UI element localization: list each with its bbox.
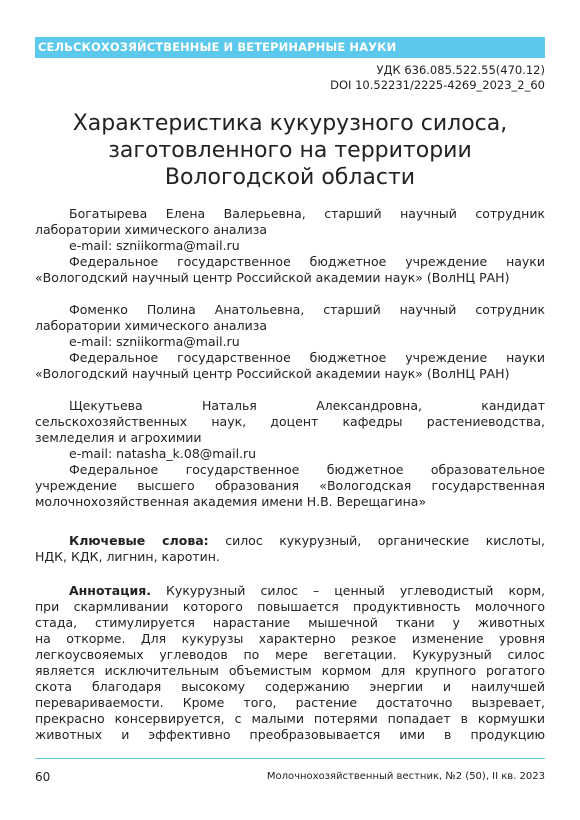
page-number: 60 [35, 770, 51, 784]
abstract-line: скота благодаря высокому содержанию энергии и наилучшей [35, 679, 545, 694]
abstract-text: Кукурузный силос – ценный углеводистый корм, [151, 583, 545, 598]
abstract-line: прекрасно консервируется, с малыми потерями попадает в кормушки [35, 711, 545, 726]
keywords-label: Ключевые слова: [69, 533, 209, 548]
author-affiliation: «Вологодский научный центр Российской академии наук» (ВолНЦ РАН) [35, 366, 510, 381]
keywords-line: НДК, КДК, лигнин, каротин. [35, 549, 220, 564]
author-email: e-mail: szniikorma@mail.ru [69, 334, 240, 349]
author-affiliation: Федеральное государственное бюджетное образовательное [69, 462, 545, 477]
udk-code: УДК 636.085.522.55(470.12) [376, 63, 545, 77]
journal-footer: Молочнохозяйственный вестник, №2 (50), II кв. 2023 [266, 771, 545, 782]
abstract-line: при скармливании которого повышается продуктивность молочного [35, 599, 545, 614]
author-entry [35, 302, 545, 382]
author-name: Фоменко Полина Анатольевна, старший научный сотрудник [69, 302, 545, 317]
author-email: e-mail: natasha_k.08@mail.ru [69, 446, 257, 461]
author-position: лаборатории химического анализа [35, 222, 268, 237]
author-position: сельскохозяйственных наук, доцент кафедры растениеводства, [35, 414, 545, 429]
author-affiliation: «Вологодский научный центр Российской академии наук» (ВолНЦ РАН) [35, 270, 510, 285]
abstract-line: животных и эффективно преобразовывается ими в продукцию [35, 727, 545, 742]
author-affiliation: учреждение высшего образования «Вологодская государственная [35, 478, 545, 493]
abstract-line: легкоусвояемых углеводов по мере вегетации. Кукурузный силос [35, 647, 545, 662]
author-email: e-mail: szniikorma@mail.ru [69, 238, 240, 253]
abstract-block [35, 583, 545, 743]
author-name: Богатырева Елена Валерьевна, старший научный сотрудник [69, 206, 545, 221]
author-affiliation: Федеральное государственное бюджетное учреждение науки [69, 254, 545, 269]
abstract-line: является исключительным объемистым кормом для крупного рогатого [35, 663, 545, 678]
authors-block [35, 206, 545, 526]
author-affiliation: Федеральное государственное бюджетное учреждение науки [69, 350, 545, 365]
author-name: Щекутьева Наталья Александровна, кандидат [69, 398, 545, 413]
abstract-label: Аннотация. [69, 583, 152, 598]
author-position: земледелия и агрохимии [35, 430, 202, 445]
title-line: заготовленного на территории [108, 138, 472, 163]
keywords-text: силос кукурузный, органические кислоты, [208, 533, 545, 548]
title-line: Характеристика кукурузного силоса, [72, 111, 508, 136]
footer-divider [35, 758, 545, 759]
abstract-line: на откорме. Для кукурузы характерно резкое изменение уровня [35, 631, 545, 646]
article-title [35, 110, 545, 191]
section-banner: СЕЛЬСКОХОЗЯЙСТВЕННЫЕ И ВЕТЕРИНАРНЫЕ НАУКИ [35, 37, 545, 58]
keywords-line [35, 533, 545, 549]
author-entry [35, 206, 545, 286]
keywords-block [35, 533, 545, 565]
author-entry [35, 398, 545, 510]
article-identifiers [330, 63, 545, 92]
abstract-line: стада, стимулируется нарастание мышечной ткани у животных [35, 615, 545, 630]
abstract-line [35, 583, 545, 599]
author-affiliation: молочнохозяйственная академия имени Н.В. Верещагина» [35, 494, 427, 509]
title-line: Вологодской области [164, 165, 416, 190]
doi-code: DOI 10.52231/2225-4269_2023_2_60 [330, 77, 545, 92]
author-position: лаборатории химического анализа [35, 318, 268, 333]
abstract-line: перевариваемости. Кроме того, растение достаточно вызревает, [35, 695, 545, 710]
